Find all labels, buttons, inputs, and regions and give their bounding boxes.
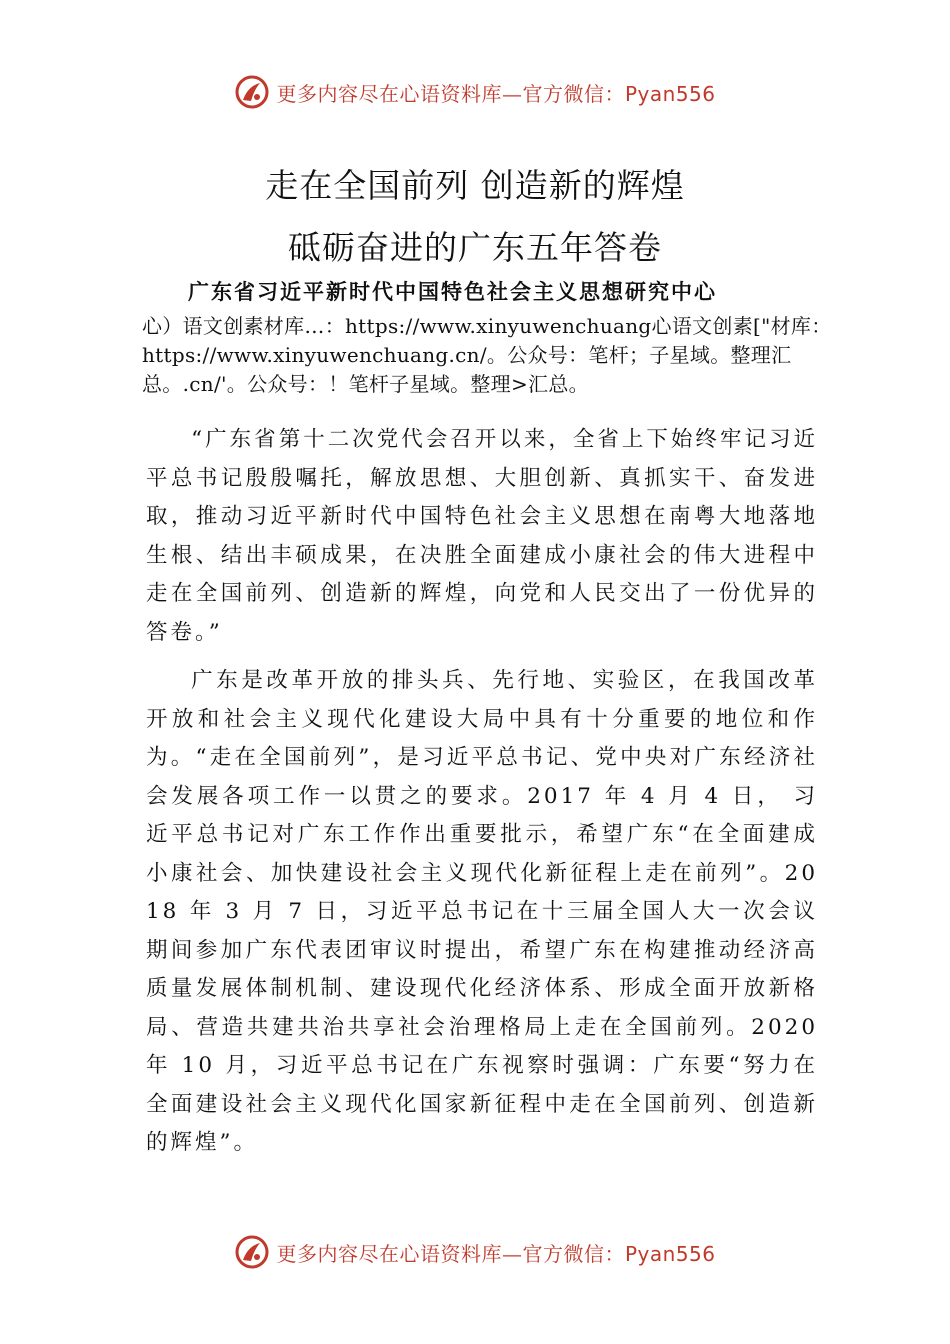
garbled-watermark-text: 心）语文创素材库…：https://www.xinyuwenchuang心语文创素["材库：https://www.xinyuwenchuang.cn/。公众号：笔杆；子星域。整理汇总。.cn/'。公众号：！笔杆子星域。整理>汇总。 — [142, 314, 832, 396]
wechat-id: Pyan556 — [624, 81, 716, 106]
watermark-text: 更多内容尽在心语资料库—官方微信：Pyan556 — [276, 1241, 716, 1266]
paragraph-2: 广东是改革开放的排头兵、先行地、实验区，在我国改革开放和社会主义现代化建设大局中具有十分重要的地位和作为。“走在全国前列”，是习近平总书记、党中央对广东经济社会发展各项工作一以贯之的要求。2017 年 4 月 4 日， 习近平总书记对广东工作作出重要批示，希望广东“在全面建成小康社会、加快建设社会主义现代化新征程上走在前列”。2018 年 3 月 7 日，习近平总书记在十三届全国人大一次会议期间参加广东代表团审议时提出，希望广东在构建推动经济高质量发展体制机制、建设现代化经济体系、形成全面开放新格局、营造共建共治共享社会治理格局上走在全国前列。2020 年 10 月，习近平总书记在广东视察时强调：广东要“努力在全面建设社会主义现代化国家新征程中走在全国前列、创造新的辉煌”。 — [146, 668, 818, 1155]
wechat-id: Pyan556 — [624, 1241, 716, 1266]
watermark-text: 更多内容尽在心语资料库—官方微信：Pyan556 — [276, 81, 716, 106]
brush-logo-icon — [234, 1234, 270, 1270]
title-line-2: 砥砺奋进的广东五年答卷 — [288, 228, 662, 267]
brush-logo-icon — [234, 74, 270, 110]
author-line: 广东省习近平新时代中国特色社会主义思想研究中心 — [188, 279, 717, 304]
footer-watermark-banner — [0, 1230, 950, 1274]
title-line-1: 走在全国前列 创造新的辉煌 — [265, 166, 685, 205]
header-watermark-banner — [0, 70, 950, 114]
paragraph-1: “广东省第十二次党代会召开以来，全省上下始终牢记习近平总书记殷殷嘱托，解放思想、大胆创新、真抓实干、奋发进取，推动习近平新时代中国特色社会主义思想在南粤大地落地生根、结出丰硕成果，在决胜全面建成小康社会的伟大进程中走在全国前列、创造新的辉煌，向党和人民交出了一份优异的答卷。” — [146, 427, 818, 645]
